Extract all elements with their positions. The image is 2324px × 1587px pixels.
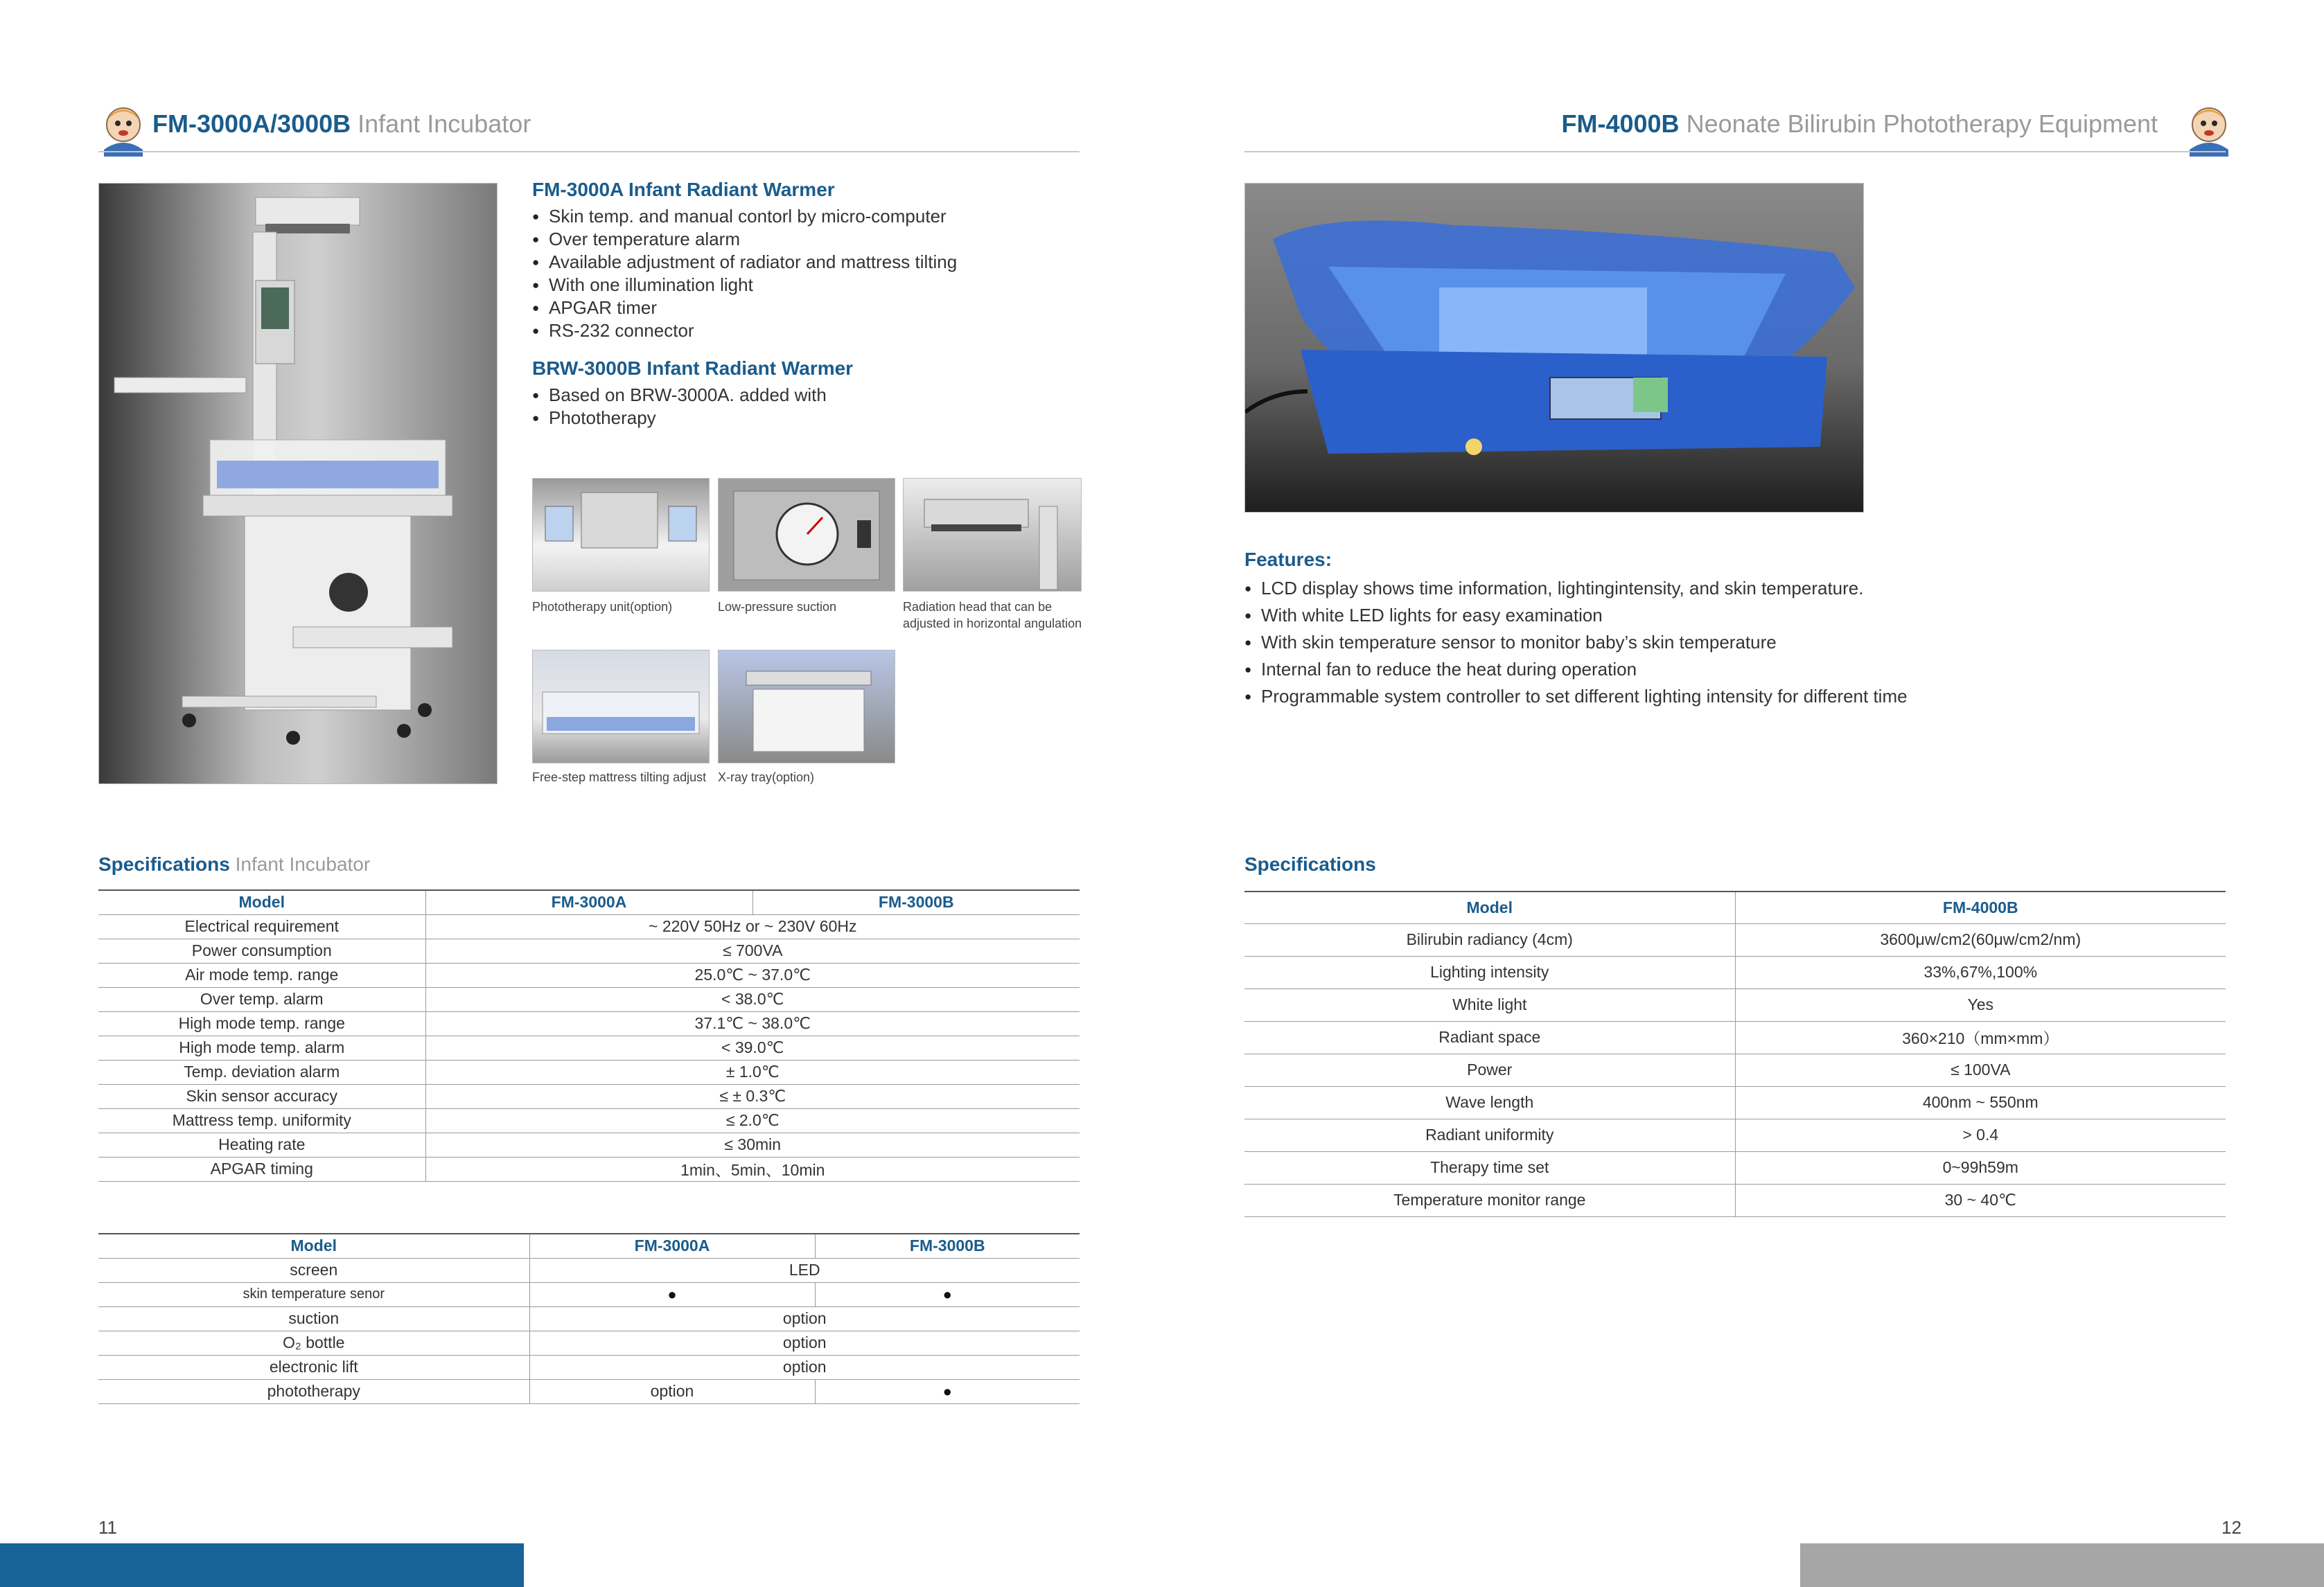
radiant-warmer-photo bbox=[98, 183, 498, 784]
row-label: phototherapy bbox=[267, 1382, 360, 1400]
row-label: screen bbox=[290, 1261, 338, 1279]
row-label: Electrical requirement bbox=[184, 917, 339, 935]
row-value: < 39.0℃ bbox=[425, 1036, 1080, 1060]
row-value-b: ● bbox=[815, 1379, 1080, 1403]
features-section bbox=[1244, 549, 2284, 710]
thumb-phototherapy-unit bbox=[532, 478, 710, 592]
table-row bbox=[98, 1011, 1080, 1036]
row-value: 360×210（mm×mm） bbox=[1735, 1021, 2226, 1054]
col-header: Model bbox=[290, 1236, 337, 1255]
row-value: 400nm ~ 550nm bbox=[1735, 1086, 2226, 1119]
table-row bbox=[98, 1379, 1080, 1403]
baby-mascot-logo-right bbox=[2181, 101, 2237, 157]
table-row bbox=[1244, 923, 2226, 956]
table-row bbox=[1244, 1151, 2226, 1184]
row-value: ± 1.0℃ bbox=[425, 1060, 1080, 1084]
table-row bbox=[98, 914, 1080, 939]
thumb-caption: Low-pressure suction bbox=[718, 600, 837, 614]
row-value-a: ● bbox=[529, 1282, 815, 1306]
list-item: ● Phototherapy bbox=[532, 407, 1086, 429]
thumb-low-pressure-suction bbox=[718, 478, 895, 592]
row-value: ≤ ± 0.3℃ bbox=[425, 1084, 1080, 1108]
row-label: Radiant space bbox=[1438, 1028, 1541, 1046]
thumb-xray-tray bbox=[718, 650, 895, 763]
phototherapy-equipment-photo bbox=[1244, 183, 1864, 513]
row-label: Wave length bbox=[1445, 1093, 1534, 1111]
table-row bbox=[98, 1306, 1080, 1331]
row-value: 1min、5min、10min bbox=[425, 1157, 1080, 1181]
col-header: Model bbox=[238, 893, 285, 912]
thumb-caption: Radiation head that can be adjusted in horizontal angulation bbox=[903, 600, 1082, 630]
table-row bbox=[1244, 1021, 2226, 1054]
row-value: ≤ 2.0℃ bbox=[425, 1108, 1080, 1133]
row-value-b: ● bbox=[815, 1282, 1080, 1306]
list-item: ● Over temperature alarm bbox=[532, 228, 1086, 251]
col-header: FM-3000A bbox=[529, 1234, 815, 1258]
row-label: Therapy time set bbox=[1430, 1158, 1549, 1176]
row-label: Power consumption bbox=[191, 941, 332, 959]
table-row bbox=[98, 1157, 1080, 1181]
row-value: ≤ 700VA bbox=[425, 939, 1080, 963]
row-label: skin temperature senor bbox=[243, 1286, 385, 1302]
thumb-caption: Phototherapy unit(option) bbox=[532, 600, 673, 614]
list-item: ● Based on BRW-3000A. added with bbox=[532, 384, 1086, 407]
row-value: LED bbox=[529, 1258, 1080, 1282]
left-spec-table bbox=[98, 889, 1080, 1182]
col-header: FM-3000B bbox=[815, 1234, 1080, 1258]
list-item: ● With one illumination light bbox=[532, 274, 1086, 296]
table-row bbox=[98, 1084, 1080, 1108]
row-label: Over temp. alarm bbox=[200, 990, 324, 1008]
row-label: High mode temp. range bbox=[178, 1014, 345, 1032]
table-row bbox=[98, 987, 1080, 1011]
options-table bbox=[98, 1233, 1080, 1404]
row-value: > 0.4 bbox=[1735, 1119, 2226, 1151]
row-value: option bbox=[529, 1331, 1080, 1355]
row-label: O₂ bottle bbox=[283, 1333, 345, 1351]
page-number-left: 11 bbox=[98, 1517, 117, 1538]
table-row bbox=[98, 1331, 1080, 1355]
row-value-a: option bbox=[529, 1379, 815, 1403]
baby-mascot-logo-left bbox=[96, 101, 151, 157]
table-row bbox=[98, 1108, 1080, 1133]
left-title-subtitle: Infant Incubator bbox=[351, 109, 531, 138]
row-value: ~ 220V 50Hz or ~ 230V 60Hz bbox=[425, 914, 1080, 939]
warmer-a-section bbox=[532, 179, 1086, 342]
row-label: Temp. deviation alarm bbox=[184, 1063, 340, 1081]
thumb-mattress-tilting bbox=[532, 650, 710, 763]
row-value: Yes bbox=[1735, 988, 2226, 1021]
row-value: ≤ 30min bbox=[425, 1133, 1080, 1157]
left-title-model: FM-3000A/3000B bbox=[152, 109, 351, 138]
right-spec-title: Specifications bbox=[1244, 853, 1376, 875]
row-label: Heating rate bbox=[218, 1135, 306, 1153]
row-value: 30 ~ 40℃ bbox=[1735, 1184, 2226, 1216]
table-row bbox=[1244, 1119, 2226, 1151]
right-header-rule bbox=[1244, 151, 2226, 152]
col-header: Model bbox=[1466, 898, 1513, 916]
left-spec-title bbox=[98, 853, 370, 876]
row-value: < 38.0℃ bbox=[425, 987, 1080, 1011]
col-header: FM-3000A bbox=[425, 890, 752, 914]
row-label: Temperature monitor range bbox=[1393, 1191, 1586, 1209]
row-value: 37.1℃ ~ 38.0℃ bbox=[425, 1011, 1080, 1036]
row-value: ≤ 100VA bbox=[1735, 1054, 2226, 1086]
left-spec-title-sub: Infant Incubator bbox=[229, 853, 371, 875]
table-row bbox=[1244, 988, 2226, 1021]
warmer-b-section bbox=[532, 357, 1086, 429]
left-header-rule bbox=[98, 151, 1080, 152]
features-title: Features: bbox=[1244, 549, 1332, 570]
table-row bbox=[98, 1036, 1080, 1060]
list-item: ● With skin temperature sensor to monitor baby’s skin temperature bbox=[1244, 629, 2284, 656]
col-header: FM-4000B bbox=[1735, 892, 2226, 923]
table-row bbox=[1244, 1054, 2226, 1086]
row-label: High mode temp. alarm bbox=[179, 1038, 345, 1056]
warmer-a-list bbox=[532, 205, 1086, 342]
row-label: suction bbox=[288, 1309, 340, 1327]
table-row bbox=[98, 1355, 1080, 1379]
table-row bbox=[98, 1282, 1080, 1306]
row-label: APGAR timing bbox=[210, 1160, 313, 1178]
list-item: ● Available adjustment of radiator and mattress tilting bbox=[532, 251, 1086, 274]
row-label: Skin sensor accuracy bbox=[186, 1087, 338, 1105]
warmer-b-list bbox=[532, 384, 1086, 429]
right-spec-table bbox=[1244, 891, 2226, 1217]
footer-bar-blue bbox=[0, 1543, 524, 1587]
right-title-subtitle: Neonate Bilirubin Phototherapy Equipment bbox=[1679, 109, 2158, 138]
table-row bbox=[98, 1133, 1080, 1157]
row-value: option bbox=[529, 1355, 1080, 1379]
right-title-model: FM-4000B bbox=[1561, 109, 1680, 138]
row-value: 3600μw/cm2(60μw/cm2/nm) bbox=[1735, 923, 2226, 956]
row-label: Lighting intensity bbox=[1430, 963, 1549, 981]
row-label: Mattress temp. uniformity bbox=[172, 1111, 351, 1129]
row-value: option bbox=[529, 1306, 1080, 1331]
col-header: FM-3000B bbox=[752, 890, 1080, 914]
list-item: ● Skin temp. and manual contorl by micro-computer bbox=[532, 205, 1086, 228]
page-number-right: 12 bbox=[2221, 1517, 2242, 1538]
list-item: ● RS-232 connector bbox=[532, 319, 1086, 342]
table-header-row bbox=[98, 1234, 1080, 1258]
row-label: Radiant uniformity bbox=[1425, 1126, 1554, 1144]
row-value: 25.0℃ ~ 37.0℃ bbox=[425, 963, 1080, 987]
list-item: ● With white LED lights for easy examination bbox=[1244, 602, 2284, 629]
left-spec-title-main: Specifications bbox=[98, 853, 230, 875]
row-value: 33%,67%,100% bbox=[1735, 956, 2226, 988]
table-row bbox=[98, 1060, 1080, 1084]
thumb-caption: X-ray tray(option) bbox=[718, 770, 815, 784]
row-label: Power bbox=[1467, 1061, 1513, 1079]
row-value: 0~99h59m bbox=[1735, 1151, 2226, 1184]
row-label: electronic lift bbox=[269, 1358, 358, 1376]
table-row bbox=[98, 1258, 1080, 1282]
row-label: White light bbox=[1452, 995, 1527, 1013]
list-item: ● LCD display shows time information, lightingintensity, and skin temperature. bbox=[1244, 575, 2284, 602]
table-row bbox=[1244, 956, 2226, 988]
table-row bbox=[98, 939, 1080, 963]
thumb-radiation-head bbox=[903, 478, 1082, 592]
table-header-row bbox=[1244, 892, 2226, 923]
table-row bbox=[1244, 1184, 2226, 1216]
features-list bbox=[1244, 575, 2284, 710]
row-label: Bilirubin radiancy (4cm) bbox=[1406, 930, 1573, 948]
row-label: Air mode temp. range bbox=[185, 966, 339, 984]
warmer-b-title: BRW-3000B Infant Radiant Warmer bbox=[532, 357, 854, 379]
list-item: ● Internal fan to reduce the heat during operation bbox=[1244, 656, 2284, 683]
warmer-a-title: FM-3000A Infant Radiant Warmer bbox=[532, 179, 835, 200]
left-page-title bbox=[152, 109, 531, 139]
footer-bar-grey bbox=[1800, 1543, 2324, 1587]
thumb-caption: Free-step mattress tilting adjust bbox=[532, 770, 707, 784]
list-item: ● APGAR timer bbox=[532, 296, 1086, 319]
table-header-row bbox=[98, 890, 1080, 914]
table-row bbox=[98, 963, 1080, 987]
list-item: ● Programmable system controller to set different lighting intensity for different time bbox=[1244, 683, 2284, 710]
right-page-title bbox=[1562, 109, 2158, 139]
table-row bbox=[1244, 1086, 2226, 1119]
